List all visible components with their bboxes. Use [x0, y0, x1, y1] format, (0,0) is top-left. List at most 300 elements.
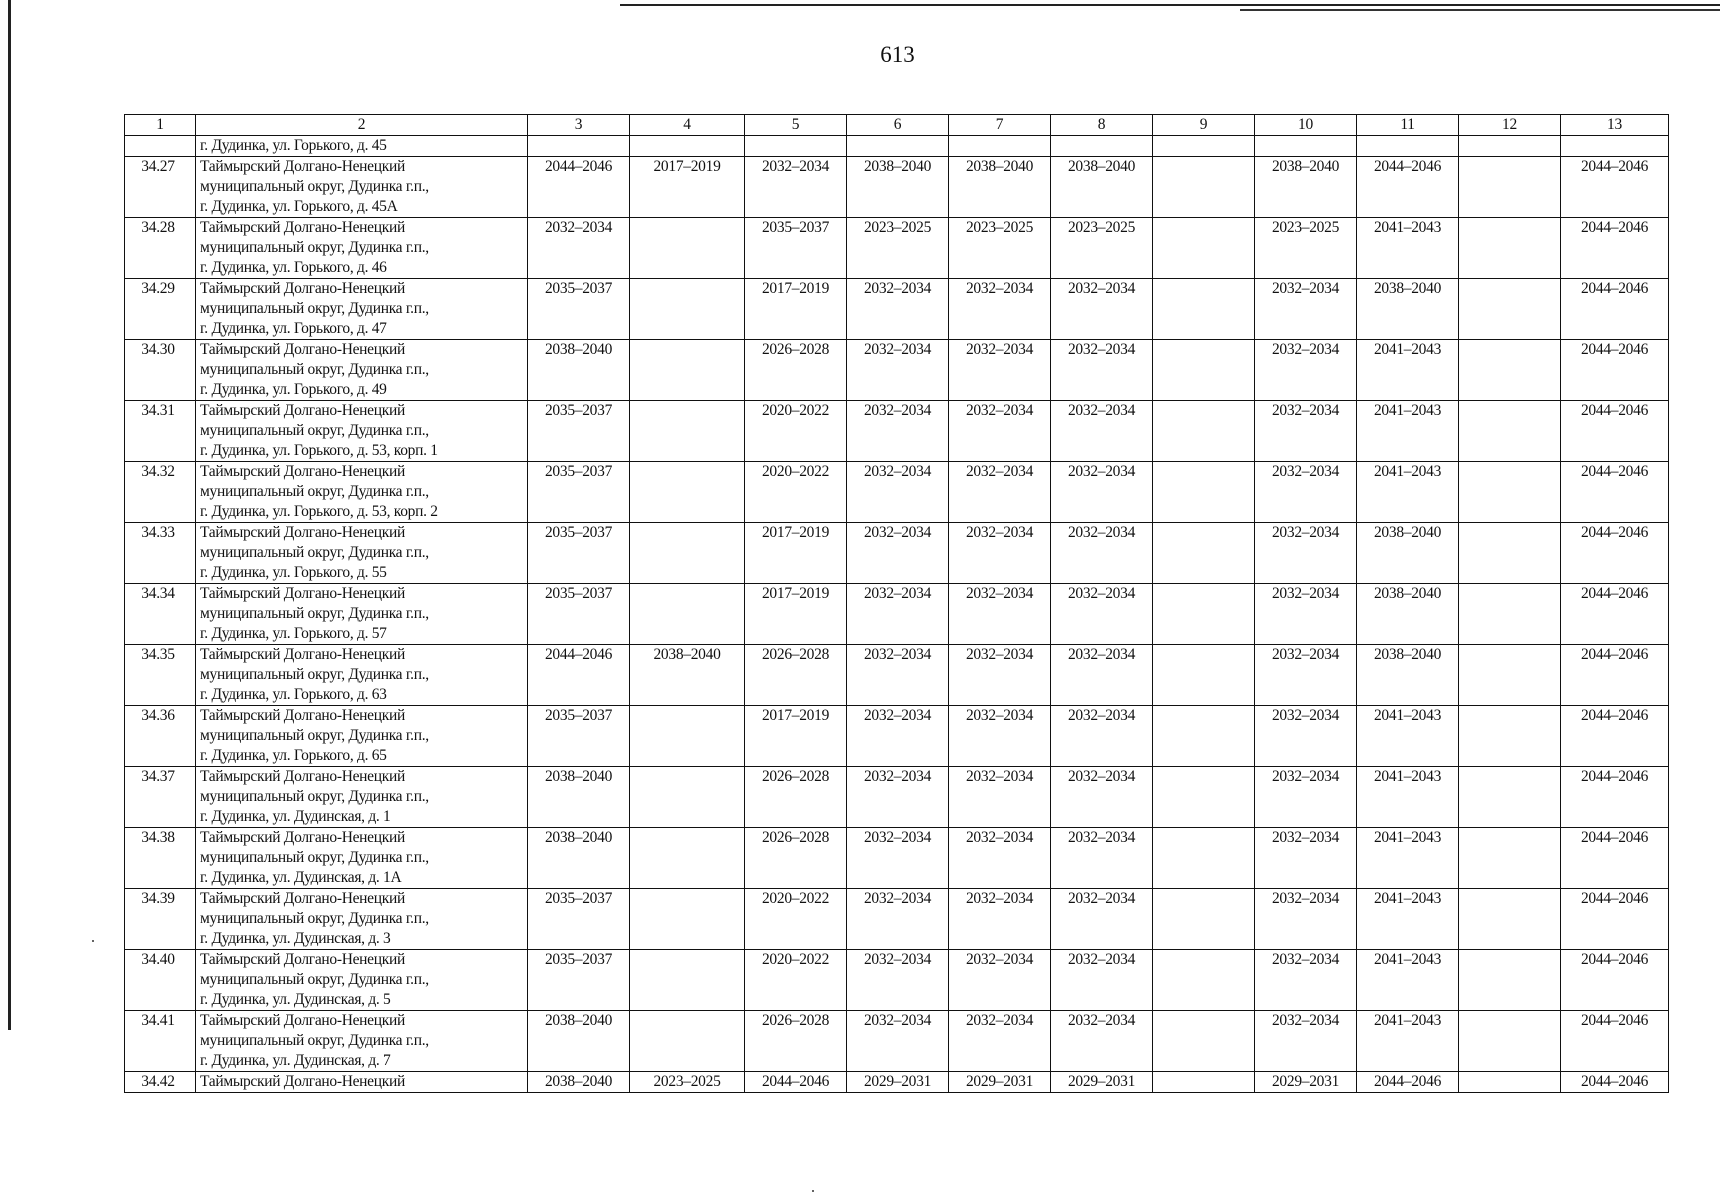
cell-c9: [1153, 523, 1255, 584]
cell-c8: 2029–2031: [1051, 1072, 1153, 1093]
cell-c5: 2017–2019: [745, 279, 847, 340]
table-row: [125, 218, 1669, 279]
cell-c10: 2038–2040: [1255, 157, 1357, 218]
cell-address: [196, 218, 528, 279]
column-header: 11: [1357, 115, 1459, 136]
cell-c5: 2020–2022: [745, 889, 847, 950]
cell-c11: 2038–2040: [1357, 584, 1459, 645]
cell-c9: [1153, 279, 1255, 340]
cell-c11: 2038–2040: [1357, 279, 1459, 340]
cell-c12: [1459, 462, 1561, 523]
cell-c12: [1459, 340, 1561, 401]
column-header: 8: [1051, 115, 1153, 136]
cell-c9: [1153, 645, 1255, 706]
address-line: г. Дудинка, ул. Горького, д. 46: [200, 259, 387, 276]
cell-c7: 2032–2034: [949, 523, 1051, 584]
address-line: муниципальный округ, Дудинка г.п.,: [200, 300, 429, 317]
address-line: муниципальный округ, Дудинка г.п.,: [200, 666, 429, 683]
cell-c9: [1153, 462, 1255, 523]
cell-c7: 2032–2034: [949, 767, 1051, 828]
cell-c8: 2032–2034: [1051, 279, 1153, 340]
cell-c11: 2044–2046: [1357, 1072, 1459, 1093]
address-line: г. Дудинка, ул. Горького, д. 47: [200, 320, 387, 337]
address-line: г. Дудинка, ул. Горького, д. 57: [200, 625, 387, 642]
cell-c13: 2044–2046: [1561, 340, 1669, 401]
address-line: Таймырский Долгано-Ненецкий: [200, 158, 405, 175]
table-cell: [1255, 136, 1357, 157]
cell-c12: [1459, 279, 1561, 340]
cell-number: 34.35: [125, 645, 196, 706]
cell-c9: [1153, 340, 1255, 401]
cell-c3: 2035–2037: [528, 584, 630, 645]
cell-c6: 2032–2034: [847, 1011, 949, 1072]
cell-c8: 2032–2034: [1051, 523, 1153, 584]
cell-c13: 2044–2046: [1561, 706, 1669, 767]
address-line: г. Дудинка, ул. Дудинская, д. 5: [200, 991, 391, 1008]
address-line: г. Дудинка, ул. Горького, д. 53, корп. 1: [200, 442, 438, 459]
cell-c11: 2044–2046: [1357, 157, 1459, 218]
cell-c8: 2032–2034: [1051, 401, 1153, 462]
column-header: 4: [630, 115, 745, 136]
address-line: Таймырский Долгано-Ненецкий: [200, 402, 405, 419]
cell-number: 34.42: [125, 1072, 196, 1093]
cell-c13: 2044–2046: [1561, 584, 1669, 645]
cell-c13: 2044–2046: [1561, 1011, 1669, 1072]
cell-number: 34.38: [125, 828, 196, 889]
cell-c4: [630, 279, 745, 340]
cell-c13: 2044–2046: [1561, 462, 1669, 523]
cell-c9: [1153, 828, 1255, 889]
cell-c7: 2032–2034: [949, 462, 1051, 523]
cell-c3: 2038–2040: [528, 828, 630, 889]
cell-c13: 2044–2046: [1561, 523, 1669, 584]
cell-number: 34.40: [125, 950, 196, 1011]
table-row: [125, 157, 1669, 218]
cell-c3: 2035–2037: [528, 950, 630, 1011]
cell-c13: 2044–2046: [1561, 218, 1669, 279]
cell-c13: 2044–2046: [1561, 401, 1669, 462]
cell-c7: 2032–2034: [949, 706, 1051, 767]
address-line: Таймырский Долгано-Ненецкий: [200, 524, 405, 541]
cell-c11: 2041–2043: [1357, 218, 1459, 279]
cell-c7: 2032–2034: [949, 279, 1051, 340]
cell-address: [196, 340, 528, 401]
address-line: Таймырский Долгано-Ненецкий: [200, 768, 405, 785]
address-line: муниципальный округ, Дудинка г.п.,: [200, 605, 429, 622]
cell-address: г. Дудинка, ул. Горького, д. 45: [196, 136, 528, 157]
cell-c7: 2032–2034: [949, 1011, 1051, 1072]
cell-c6: 2038–2040: [847, 157, 949, 218]
cell-number: 34.29: [125, 279, 196, 340]
table-cell: [630, 136, 745, 157]
cell-c13: 2044–2046: [1561, 279, 1669, 340]
cell-c10: 2023–2025: [1255, 218, 1357, 279]
cell-c7: 2032–2034: [949, 401, 1051, 462]
cell-c11: 2041–2043: [1357, 401, 1459, 462]
address-line: муниципальный округ, Дудинка г.п.,: [200, 422, 429, 439]
address-line: муниципальный округ, Дудинка г.п.,: [200, 1032, 429, 1049]
column-header: 10: [1255, 115, 1357, 136]
cell-c6: 2032–2034: [847, 950, 949, 1011]
cell-c11: 2041–2043: [1357, 828, 1459, 889]
cell-c12: [1459, 767, 1561, 828]
table-cell: [745, 136, 847, 157]
cell-c9: [1153, 1072, 1255, 1093]
cell-c9: [1153, 401, 1255, 462]
cell-c11: 2041–2043: [1357, 889, 1459, 950]
table-header-row: [125, 115, 1669, 136]
left-margin-rule: [8, 0, 11, 1030]
cell-c7: 2032–2034: [949, 340, 1051, 401]
table-row: [125, 889, 1669, 950]
address-line: муниципальный округ, Дудинка г.п.,: [200, 483, 429, 500]
cell-c6: 2032–2034: [847, 279, 949, 340]
cell-c3: 2044–2046: [528, 645, 630, 706]
table-row: [125, 1011, 1669, 1072]
cell-c3: 2035–2037: [528, 706, 630, 767]
table-row: [125, 706, 1669, 767]
cell-c13: 2044–2046: [1561, 828, 1669, 889]
cell-c9: [1153, 584, 1255, 645]
cell-c8: 2032–2034: [1051, 462, 1153, 523]
cell-c4: [630, 767, 745, 828]
cell-address: [196, 645, 528, 706]
cell-c5: 2032–2034: [745, 157, 847, 218]
column-header: 6: [847, 115, 949, 136]
cell-number: 34.27: [125, 157, 196, 218]
cell-c8: 2032–2034: [1051, 584, 1153, 645]
cell-address: [196, 462, 528, 523]
table-row: [125, 462, 1669, 523]
cell-address: [196, 950, 528, 1011]
cell-c6: 2032–2034: [847, 645, 949, 706]
column-header: 5: [745, 115, 847, 136]
cell-c12: [1459, 645, 1561, 706]
cell-c8: 2032–2034: [1051, 889, 1153, 950]
cell-address: [196, 1011, 528, 1072]
cell-c10: 2032–2034: [1255, 401, 1357, 462]
table-row: [125, 523, 1669, 584]
cell-c12: [1459, 1011, 1561, 1072]
top-rule: [620, 4, 1720, 6]
cell-c10: 2032–2034: [1255, 950, 1357, 1011]
cell-c4: [630, 340, 745, 401]
cell-c5: 2035–2037: [745, 218, 847, 279]
cell-c11: 2038–2040: [1357, 523, 1459, 584]
cell-c7: 2032–2034: [949, 889, 1051, 950]
cell-number: 34.41: [125, 1011, 196, 1072]
cell-c4: 2023–2025: [630, 1072, 745, 1093]
cell-c5: 2017–2019: [745, 706, 847, 767]
cell-c11: 2041–2043: [1357, 340, 1459, 401]
cell-address: [196, 157, 528, 218]
cell-c3: 2035–2037: [528, 279, 630, 340]
cell-c10: 2032–2034: [1255, 889, 1357, 950]
cell-c4: [630, 889, 745, 950]
address-line: Таймырский Долгано-Ненецкий: [200, 707, 405, 724]
cell-c7: 2038–2040: [949, 157, 1051, 218]
cell-c5: 2020–2022: [745, 950, 847, 1011]
cell-c6: 2032–2034: [847, 767, 949, 828]
cell-c6: 2032–2034: [847, 706, 949, 767]
address-line: г. Дудинка, ул. Горького, д. 55: [200, 564, 387, 581]
cell-number: 34.33: [125, 523, 196, 584]
cell-c4: [630, 828, 745, 889]
column-header: 13: [1561, 115, 1669, 136]
cell-address: Таймырский Долгано-Ненецкий: [196, 1072, 528, 1093]
cell-c3: 2035–2037: [528, 523, 630, 584]
table-cell: [1561, 136, 1669, 157]
cell-c5: 2020–2022: [745, 462, 847, 523]
table-cell: [528, 136, 630, 157]
column-header: 12: [1459, 115, 1561, 136]
top-rule-secondary: [1240, 9, 1720, 11]
address-line: г. Дудинка, ул. Горького, д. 63: [200, 686, 387, 703]
table-row: [125, 767, 1669, 828]
table-row: [125, 584, 1669, 645]
cell-c3: 2038–2040: [528, 340, 630, 401]
cell-c5: 2026–2028: [745, 828, 847, 889]
cell-address: [196, 889, 528, 950]
cell-c12: [1459, 218, 1561, 279]
continuation-row: [125, 136, 1669, 157]
cell-c10: 2032–2034: [1255, 767, 1357, 828]
cell-c12: [1459, 1072, 1561, 1093]
cell-c8: 2032–2034: [1051, 950, 1153, 1011]
cell-c7: 2032–2034: [949, 828, 1051, 889]
cell-c3: 2038–2040: [528, 1072, 630, 1093]
cell-c10: 2032–2034: [1255, 584, 1357, 645]
table-row: [125, 401, 1669, 462]
cell-address: [196, 584, 528, 645]
cell-number: 34.28: [125, 218, 196, 279]
cell-number: 34.39: [125, 889, 196, 950]
cell-c12: [1459, 584, 1561, 645]
cell-c11: 2041–2043: [1357, 706, 1459, 767]
address-line: муниципальный округ, Дудинка г.п.,: [200, 910, 429, 927]
address-line: г. Дудинка, ул. Дудинская, д. 1: [200, 808, 391, 825]
address-line: Таймырский Долгано-Ненецкий: [200, 890, 405, 907]
table-cell: [949, 136, 1051, 157]
cell-address: [196, 279, 528, 340]
table-row: [125, 828, 1669, 889]
address-line: Таймырский Долгано-Ненецкий: [200, 829, 405, 846]
cell-c10: 2032–2034: [1255, 645, 1357, 706]
cell-c7: 2032–2034: [949, 584, 1051, 645]
cell-address: [196, 706, 528, 767]
address-line: г. Дудинка, ул. Дудинская, д. 3: [200, 930, 391, 947]
cell-c9: [1153, 1011, 1255, 1072]
cell-c8: 2032–2034: [1051, 645, 1153, 706]
cell-c4: 2017–2019: [630, 157, 745, 218]
address-line: г. Дудинка, ул. Дудинская, д. 7: [200, 1052, 391, 1069]
address-line: Таймырский Долгано-Ненецкий: [200, 585, 405, 602]
address-line: муниципальный округ, Дудинка г.п.,: [200, 239, 429, 256]
cell-address: [196, 828, 528, 889]
cell-c9: [1153, 889, 1255, 950]
cell-c11: 2041–2043: [1357, 1011, 1459, 1072]
cell-number: 34.36: [125, 706, 196, 767]
cell-c10: 2032–2034: [1255, 340, 1357, 401]
cell-c4: [630, 462, 745, 523]
cell-c8: 2032–2034: [1051, 706, 1153, 767]
cell-c12: [1459, 401, 1561, 462]
address-line: г. Дудинка, ул. Горького, д. 65: [200, 747, 387, 764]
cell-c12: [1459, 950, 1561, 1011]
cell-c8: 2032–2034: [1051, 767, 1153, 828]
cell-number: [125, 136, 196, 157]
cell-address: [196, 523, 528, 584]
cell-c11: 2038–2040: [1357, 645, 1459, 706]
address-line: г. Дудинка, ул. Горького, д. 53, корп. 2: [200, 503, 438, 520]
table-cell: [847, 136, 949, 157]
table-cell: [1459, 136, 1561, 157]
cell-address: [196, 401, 528, 462]
cell-c10: 2032–2034: [1255, 828, 1357, 889]
cell-c4: [630, 218, 745, 279]
column-header: 9: [1153, 115, 1255, 136]
cell-c8: 2032–2034: [1051, 1011, 1153, 1072]
cell-c12: [1459, 889, 1561, 950]
cell-c7: 2032–2034: [949, 645, 1051, 706]
cell-c4: 2038–2040: [630, 645, 745, 706]
cell-c4: [630, 1011, 745, 1072]
cell-c8: 2032–2034: [1051, 340, 1153, 401]
address-line: Таймырский Долгано-Ненецкий: [200, 463, 405, 480]
table-row: [125, 950, 1669, 1011]
cell-c10: 2032–2034: [1255, 523, 1357, 584]
table-row-last: [125, 1072, 1669, 1093]
address-line: г. Дудинка, ул. Горького, д. 45А: [200, 198, 398, 215]
cell-c3: 2038–2040: [528, 1011, 630, 1072]
cell-number: 34.30: [125, 340, 196, 401]
cell-c5: 2026–2028: [745, 1011, 847, 1072]
cell-c8: 2032–2034: [1051, 828, 1153, 889]
column-header: 7: [949, 115, 1051, 136]
cell-c10: 2032–2034: [1255, 462, 1357, 523]
cell-c13: 2044–2046: [1561, 889, 1669, 950]
cell-c9: [1153, 706, 1255, 767]
cell-c6: 2032–2034: [847, 523, 949, 584]
cell-number: 34.34: [125, 584, 196, 645]
cell-c10: 2032–2034: [1255, 706, 1357, 767]
cell-c4: [630, 523, 745, 584]
cell-c6: 2032–2034: [847, 462, 949, 523]
cell-c8: 2038–2040: [1051, 157, 1153, 218]
address-line: муниципальный округ, Дудинка г.п.,: [200, 849, 429, 866]
cell-c4: [630, 401, 745, 462]
column-header: 1: [125, 115, 196, 136]
cell-number: 34.31: [125, 401, 196, 462]
cell-c5: 2017–2019: [745, 584, 847, 645]
cell-c10: 2032–2034: [1255, 279, 1357, 340]
table-cell: [1357, 136, 1459, 157]
cell-c3: 2032–2034: [528, 218, 630, 279]
cell-c5: 2026–2028: [745, 645, 847, 706]
cell-c5: 2044–2046: [745, 1072, 847, 1093]
cell-c12: [1459, 828, 1561, 889]
cell-c9: [1153, 157, 1255, 218]
address-line: Таймырский Долгано-Ненецкий: [200, 951, 405, 968]
table-cell: [1051, 136, 1153, 157]
cell-c4: [630, 950, 745, 1011]
scan-speck: [92, 940, 94, 942]
cell-c5: 2020–2022: [745, 401, 847, 462]
cell-number: 34.37: [125, 767, 196, 828]
cell-c13: 2044–2046: [1561, 645, 1669, 706]
cell-c13: 2044–2046: [1561, 157, 1669, 218]
cell-address: [196, 767, 528, 828]
address-line: Таймырский Долгано-Ненецкий: [200, 280, 405, 297]
cell-c7: 2032–2034: [949, 950, 1051, 1011]
cell-c6: 2029–2031: [847, 1072, 949, 1093]
table-row: [125, 645, 1669, 706]
cell-c9: [1153, 218, 1255, 279]
cell-number: 34.32: [125, 462, 196, 523]
address-line: муниципальный округ, Дудинка г.п.,: [200, 788, 429, 805]
cell-c13: 2044–2046: [1561, 1072, 1669, 1093]
cell-c12: [1459, 523, 1561, 584]
cell-c6: 2023–2025: [847, 218, 949, 279]
table-cell: [1153, 136, 1255, 157]
address-line: Таймырский Долгано-Ненецкий: [200, 219, 405, 236]
address-line: муниципальный округ, Дудинка г.п.,: [200, 178, 429, 195]
cell-c5: 2026–2028: [745, 340, 847, 401]
address-line: муниципальный округ, Дудинка г.п.,: [200, 544, 429, 561]
cell-c12: [1459, 157, 1561, 218]
table-row: [125, 279, 1669, 340]
cell-c6: 2032–2034: [847, 401, 949, 462]
cell-c3: 2038–2040: [528, 767, 630, 828]
cell-c4: [630, 584, 745, 645]
cell-c10: 2032–2034: [1255, 1011, 1357, 1072]
page-number: 613: [880, 42, 915, 67]
address-line: Таймырский Долгано-Ненецкий: [200, 646, 405, 663]
address-line: муниципальный округ, Дудинка г.п.,: [200, 727, 429, 744]
cell-c13: 2044–2046: [1561, 950, 1669, 1011]
address-line: муниципальный округ, Дудинка г.п.,: [200, 361, 429, 378]
scan-speck: [812, 1190, 814, 1192]
column-header: 3: [528, 115, 630, 136]
cell-c7: 2029–2031: [949, 1072, 1051, 1093]
cell-c10: 2029–2031: [1255, 1072, 1357, 1093]
cell-c6: 2032–2034: [847, 889, 949, 950]
cell-c12: [1459, 706, 1561, 767]
schedule-table: [124, 114, 1669, 1093]
address-line: Таймырский Долгано-Ненецкий: [200, 341, 405, 358]
cell-c8: 2023–2025: [1051, 218, 1153, 279]
address-line: г. Дудинка, ул. Горького, д. 49: [200, 381, 387, 398]
cell-c4: [630, 706, 745, 767]
address-line: муниципальный округ, Дудинка г.п.,: [200, 971, 429, 988]
cell-c6: 2032–2034: [847, 828, 949, 889]
cell-c5: 2026–2028: [745, 767, 847, 828]
cell-c5: 2017–2019: [745, 523, 847, 584]
address-line: г. Дудинка, ул. Дудинская, д. 1А: [200, 869, 402, 886]
cell-c6: 2032–2034: [847, 584, 949, 645]
cell-c7: 2023–2025: [949, 218, 1051, 279]
cell-c3: 2035–2037: [528, 462, 630, 523]
address-line: Таймырский Долгано-Ненецкий: [200, 1012, 405, 1029]
cell-c9: [1153, 767, 1255, 828]
table-row: [125, 340, 1669, 401]
cell-c3: 2044–2046: [528, 157, 630, 218]
cell-c11: 2041–2043: [1357, 767, 1459, 828]
cell-c13: 2044–2046: [1561, 767, 1669, 828]
cell-c11: 2041–2043: [1357, 950, 1459, 1011]
cell-c3: 2035–2037: [528, 889, 630, 950]
cell-c6: 2032–2034: [847, 340, 949, 401]
